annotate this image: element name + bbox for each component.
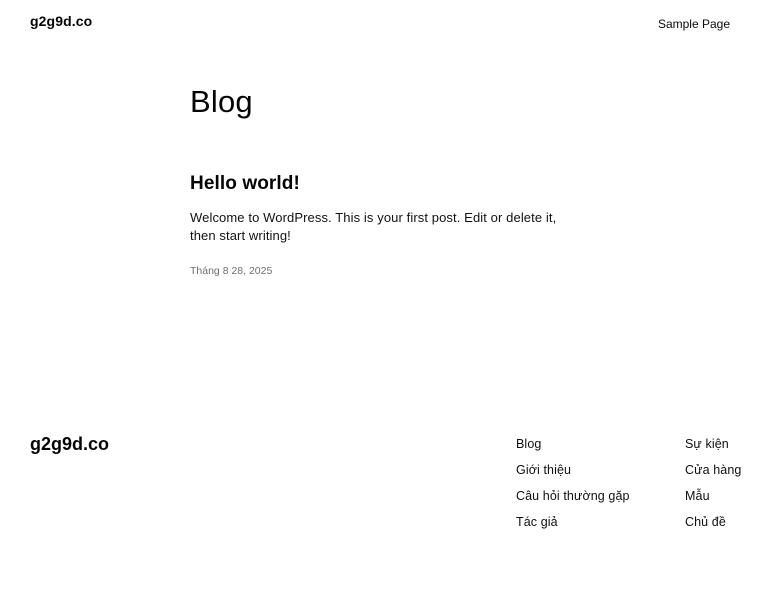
footer-link-tac-gia[interactable]: Tác giả — [516, 515, 558, 529]
footer-nav-column-2 — [685, 435, 741, 539]
post-date: Tháng 8 28, 2025 — [190, 265, 273, 278]
post-excerpt: Welcome to WordPress. This is your first post. Edit or delete it, then start writing! — [190, 210, 557, 243]
footer-link-cua-hang[interactable]: Cửa hàng — [685, 463, 742, 477]
footer-link-cau-hoi-thuong-gap[interactable]: Câu hỏi thường gặp — [516, 489, 630, 503]
footer-link-mau[interactable]: Mẫu — [685, 489, 710, 503]
footer-nav-item — [685, 461, 741, 487]
footer-link-blog[interactable]: Blog — [516, 437, 542, 451]
post — [190, 173, 580, 277]
footer-logo[interactable]: g2g9d.co — [30, 434, 110, 454]
post-title-link[interactable]: Hello world! — [190, 173, 300, 194]
footer-nav-item — [685, 513, 741, 539]
footer-nav-item — [516, 461, 630, 487]
footer-nav-item — [516, 435, 630, 461]
site-logo[interactable]: g2g9d.co — [30, 13, 93, 29]
page-title: Blog — [190, 84, 253, 119]
footer-nav-column-1 — [516, 435, 630, 539]
main-content — [190, 0, 580, 277]
footer-link-chu-de[interactable]: Chủ đề — [685, 515, 726, 529]
footer-link-gioi-thieu[interactable]: Giới thiệu — [516, 463, 572, 477]
footer-nav-item — [685, 435, 741, 461]
footer-nav-item — [516, 513, 630, 539]
site-footer — [0, 430, 760, 550]
header-nav — [658, 13, 730, 33]
footer-link-su-kien[interactable]: Sự kiện — [685, 437, 729, 451]
nav-link-sample-page[interactable]: Sample Page — [657, 17, 730, 31]
footer-nav-item — [685, 487, 741, 513]
footer-nav-item — [516, 487, 630, 513]
